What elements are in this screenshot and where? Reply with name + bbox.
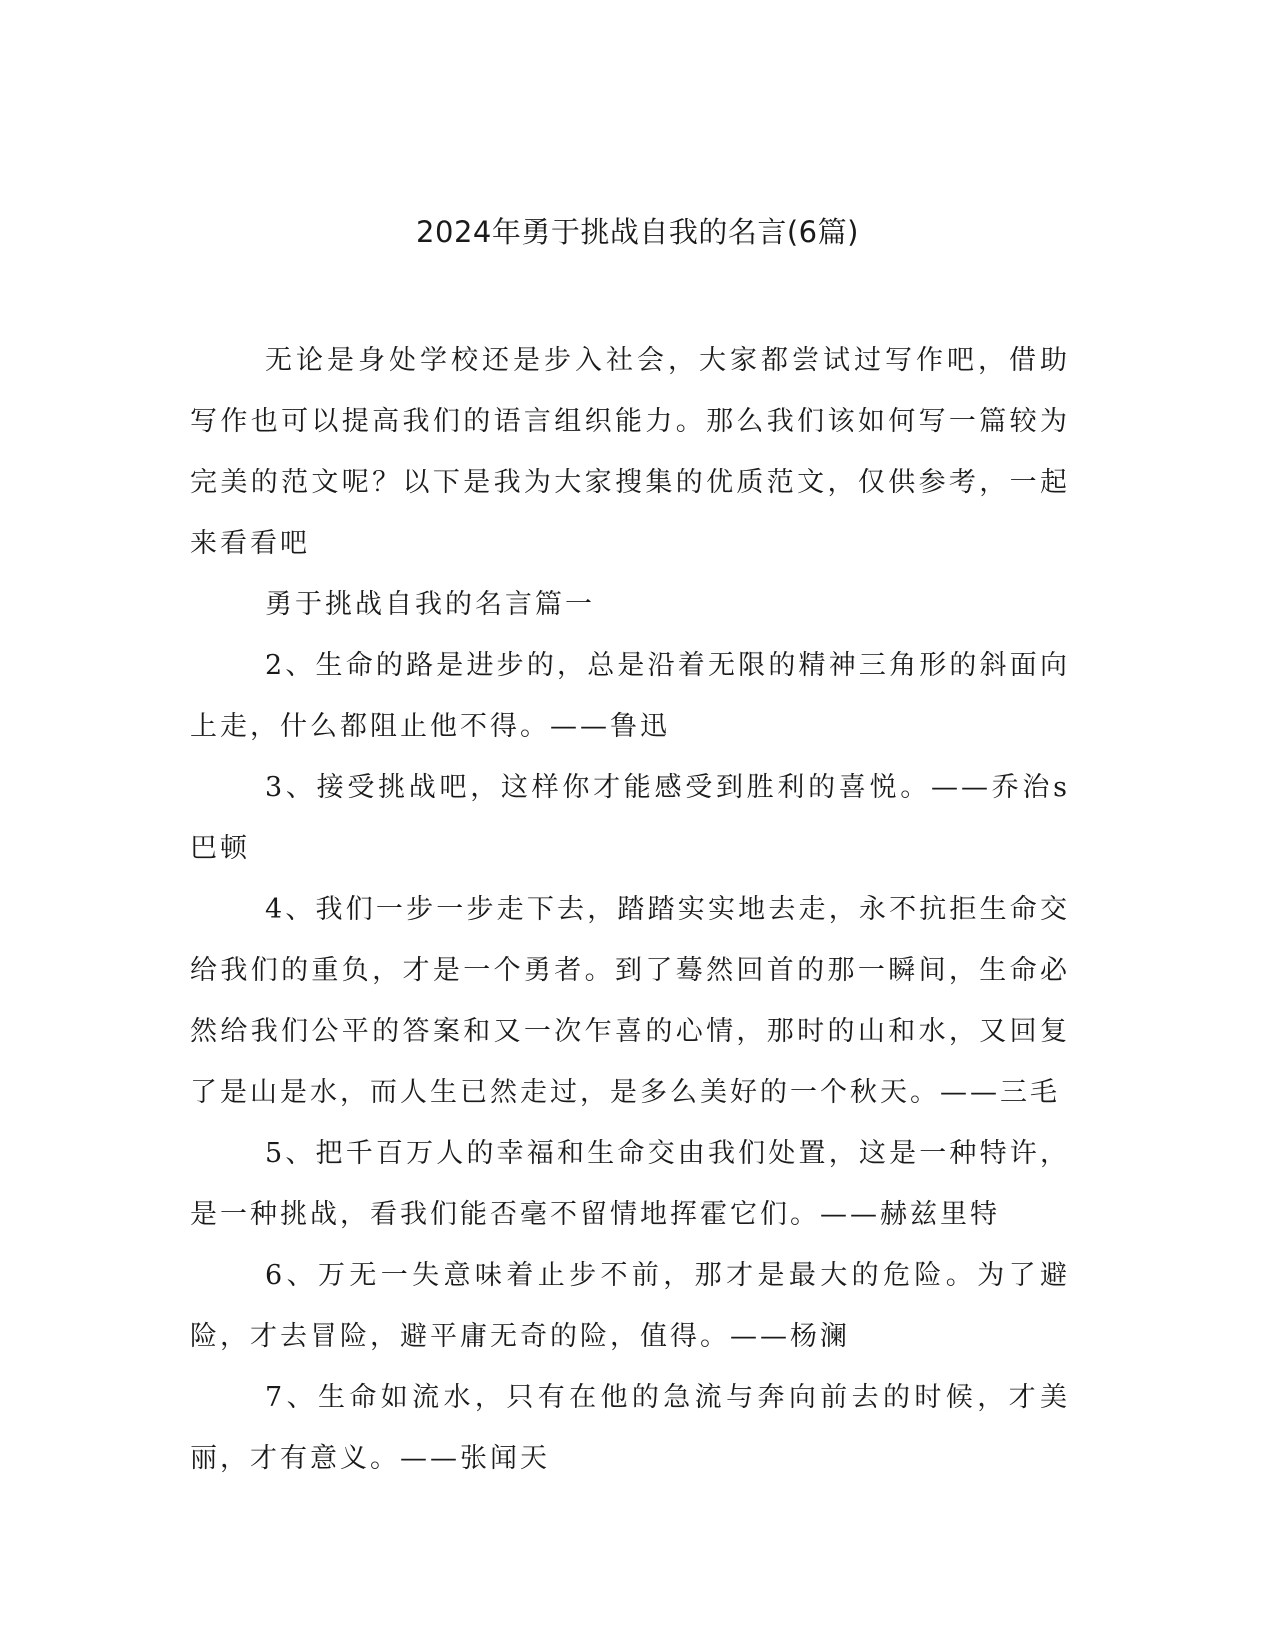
quote-paragraph: 2、生命的路是进步的，总是沿着无限的精神三角形的斜面向上走，什么都阻止他不得。——鲁迅 [190,650,1070,742]
quote-paragraph: 4、我们一步一步走下去，踏踏实实地去走，永不抗拒生命交给我们的重负，才是一个勇者。到了蓦然回首的那一瞬间，生命必然给我们公平的答案和又一次乍喜的心情，那时的山和水，又回复了是山是水，而人生已然走过，是多么美好的一个秋天。——三毛 [190,894,1070,1108]
document-body [190,330,1070,1489]
intro-paragraph: 无论是身处学校还是步入社会，大家都尝试过写作吧，借助写作也可以提高我们的语言组织能力。那么我们该如何写一篇较为完美的范文呢？以下是我为大家搜集的优质范文，仅供参考，一起来看看吧 [190,345,1070,559]
quote-paragraph: 6、万无一失意味着止步不前，那才是最大的危险。为了避险，才去冒险，避平庸无奇的险，值得。——杨澜 [190,1260,1070,1352]
document-title: 2024年勇于挑战自我的名言(6篇) [416,215,859,249]
section-heading: 勇于挑战自我的名言篇一 [265,589,595,620]
quote-paragraph: 5、把千百万人的幸福和生命交由我们处置，这是一种特许，是一种挑战，看我们能否毫不留情地挥霍它们。——赫兹里特 [190,1138,1070,1230]
quote-paragraph: 3、接受挑战吧，这样你才能感受到胜利的喜悦。——乔治s巴顿 [190,772,1070,864]
quote-paragraph: 7、生命如流水，只有在他的急流与奔向前去的时候，才美丽，才有意义。——张闻天 [190,1382,1070,1474]
